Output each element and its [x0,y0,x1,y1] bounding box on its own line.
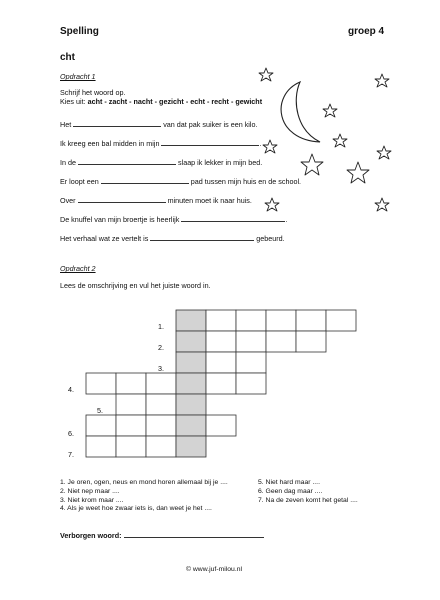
crossword-hidden-cell[interactable] [176,331,206,352]
sentence-text: van dat pak suiker is een kilo. [163,120,258,129]
crossword-cell[interactable] [206,331,236,352]
opdracht1-instruction: Schrijf het woord op. [60,88,126,97]
row-number: 1. [158,322,164,331]
hidden-word-label: Verborgen woord: [60,531,122,540]
clue: 3. Niet krom maar .... [60,496,124,504]
row-number: 2. [158,343,164,352]
sentence-text: De knuffel van mijn broertje is heerlijk [60,215,180,224]
crossword-hidden-cell[interactable] [176,394,206,415]
crossword-hidden-cell[interactable] [176,415,206,436]
crossword-cell[interactable] [236,352,266,373]
row-number: 3. [158,364,164,373]
row-number: 5. [97,406,103,415]
crossword-cell[interactable] [236,310,266,331]
crossword-cell[interactable] [326,310,356,331]
footer-copyright: © www.juf-milou.nl [186,566,242,573]
opdracht1-heading: Opdracht 1 [60,72,96,81]
hidden-word [60,531,264,540]
choices-prefix: Kies uit: [60,97,86,106]
clue: 5. Niet hard maar .... [258,479,320,486]
clue: 4. Als je weet hoe zwaar iets is, dan weet je het .... [60,505,212,513]
clues-left [60,479,260,514]
crossword-cell[interactable] [116,373,146,394]
sentence-text: Het [60,120,72,129]
crossword-cell[interactable] [86,373,116,394]
opdracht2-heading: Opdracht 2 [60,264,96,273]
crossword-cell[interactable] [206,373,236,394]
crossword-cell[interactable] [296,331,326,352]
crossword-cell[interactable] [236,373,266,394]
crossword-cell[interactable] [206,310,236,331]
sentence-text: Over [60,196,76,205]
crossword-cell[interactable] [146,436,176,457]
sentence-text: slaap ik lekker in mijn bed. [178,158,263,167]
opdracht2-instruction: Lees de omschrijving en vul het juiste woord in. [60,281,211,290]
crossword-cell[interactable] [146,415,176,436]
crossword-hidden-cell[interactable] [176,310,206,331]
sentence-text: gebeurd. [256,234,285,243]
crossword-cell[interactable] [116,415,146,436]
page-title: Spelling [60,26,99,37]
crossword-hidden-cell[interactable] [176,352,206,373]
clue: 1. Je oren, ogen, neus en mond horen allemaal bij je .... [60,479,228,486]
crossword-cell[interactable] [146,373,176,394]
hidden-word-blank[interactable] [124,531,264,538]
crossword-cell[interactable] [266,331,296,352]
sentence-text: In de [60,158,76,167]
crossword-cell[interactable] [206,415,236,436]
sentence-text: minuten moet ik naar huis. [167,196,252,205]
crossword-cell[interactable] [146,394,176,415]
clue: 7. Na de zeven komt het getal .... [258,496,358,504]
clue: 6. Geen dag maar .... [258,487,323,495]
clues-right [258,479,388,505]
crossword-cell[interactable] [116,394,146,415]
crossword-cell[interactable] [296,310,326,331]
crossword-hidden-cell[interactable] [176,373,206,394]
group-label: groep 4 [348,26,385,37]
clue: 2. Niet nep maar .... [60,487,120,495]
crossword-cell[interactable] [86,415,116,436]
row-number: 6. [68,429,74,438]
crossword-cell[interactable] [206,352,236,373]
sentence-text: Ik kreeg een bal midden in mijn [60,139,160,148]
crossword-cell[interactable] [116,436,146,457]
crossword-cell[interactable] [86,436,116,457]
crossword-hidden-cell[interactable] [176,436,206,457]
sentence-text: Het verhaal wat ze vertelt is [60,234,149,243]
row-number: 7. [68,450,74,459]
row-number: 4. [68,385,74,394]
sentence-text: . [259,139,262,148]
crossword-cell[interactable] [236,331,266,352]
topic-label: cht [60,52,75,63]
sentence-text: . [285,215,288,224]
choices-words: acht - zacht - nacht - gezicht - echt - recht - gewicht [87,97,263,106]
sentence-text: pad tussen mijn huis en de school. [190,177,302,186]
crossword-cell[interactable] [266,310,296,331]
sentence-text: Er loopt een [60,177,99,186]
